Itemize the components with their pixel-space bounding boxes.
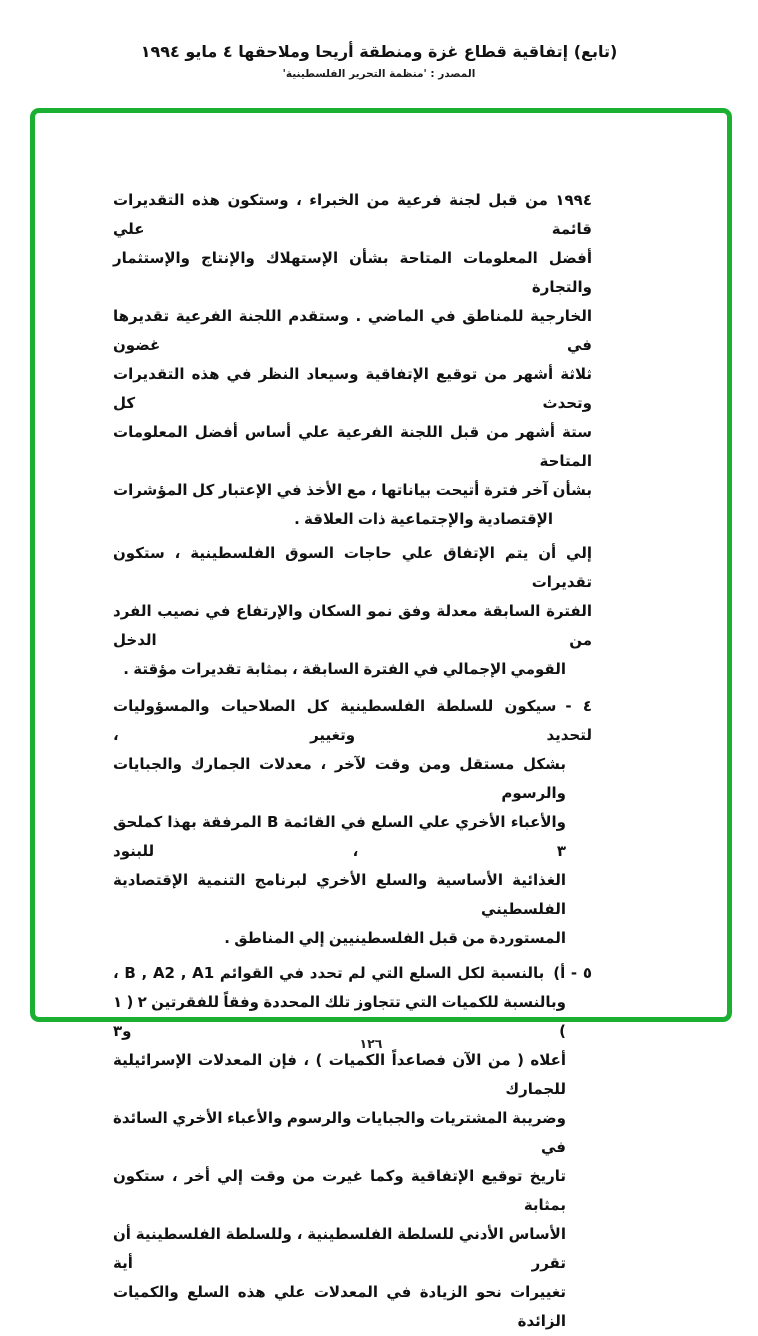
text-line: وبالنسبة للكميات التي تتجاوز تلك المحددة وفقاً للفقرتين ٢ ( ١ ) و٣	[113, 993, 566, 1040]
paragraph-estimates	[113, 186, 592, 534]
page-number: ١٢٦	[359, 1036, 383, 1051]
document-title: (تابع) إتفاقية قطاع غزة ومنطقة أريحا وملاحقها ٤ مايو ١٩٩٤	[140, 42, 618, 61]
clause-4-text: سيكون للسلطة الفلسطينية كل الصلاحيات والمسؤوليات لتحديد وتغيير ،	[113, 697, 592, 744]
text-line: إلي أن يتم الإتفاق علي حاجات السوق الفلسطينية ، ستكون تقديرات	[113, 544, 592, 591]
paragraph-interim-estimates	[113, 539, 592, 684]
text-line: وضريبة المشتريات والجبايات والرسوم والأعباء الأخري السائدة في	[113, 1109, 566, 1156]
text-line: الغذائية الأساسية والسلع الأخري لبرنامج التنمية الإقتصادية الفلسطيني	[113, 871, 566, 918]
text-line	[113, 692, 592, 750]
clause-5	[113, 959, 592, 1336]
text-line: أعلاه ( من الآن فصاعداً الكميات ) ، فإن المعدلات الإسرائيلية للجمارك	[113, 1051, 566, 1098]
text-line: الفترة السابقة معدلة وفق نمو السكان والإرتفاع في نصيب الفرد من الدخل	[113, 602, 592, 649]
text-line: تغييرات نحو الزيادة في المعدلات علي هذه السلع والكميات الزائدة	[113, 1283, 566, 1330]
text-line: تاريخ توقيع الإتفاقية وكما غيرت من وقت إلي أخر ، ستكون بمثابة	[113, 1167, 566, 1214]
clause-4	[113, 692, 592, 953]
text-line: القومي الإجمالي في الفترة السابقة ، بمثابة تقديرات مؤقتة .	[123, 660, 566, 678]
document-header	[0, 42, 758, 80]
text-line: بشأن آخر فترة أتيحت بياناتها ، مع الأخذ في الإعتبار كل المؤشرات	[113, 481, 592, 499]
text-line: ١٩٩٤ من قبل لجنة فرعية من الخبراء ، وستكون هذه التقديرات قائمة علي	[113, 191, 592, 238]
text-line: ستة أشهر من قبل اللجنة الفرعية علي أساس أفضل المعلومات المتاحة	[113, 423, 592, 470]
text-line: الخارجية للمناطق في الماضي . وستقدم اللجنة الفرعية تقديرها في غضون	[113, 307, 592, 354]
text-line: بشكل مستقل ومن وقت لآخر ، معدلات الجمارك والجبايات والرسوم	[113, 755, 566, 802]
text-line: أفضل المعلومات المتاحة بشأن الإستهلاك والإنتاج والإستثمار والتجارة	[113, 249, 592, 296]
document-body	[113, 186, 592, 1336]
text-line: المستوردة من قبل الفلسطينيين إلي المناطق .	[224, 929, 566, 947]
clause-5-number: ٥ - أ)	[553, 964, 593, 982]
text-line: الإقتصادية والإجتماعية ذات العلاقة .	[294, 510, 553, 528]
text-line	[113, 959, 592, 988]
text-line: والأعباء الأخري علي السلع في القائمة B المرفقة بهذا كملحق ٣ ، للبنود	[113, 813, 566, 860]
document-source: المصدر : 'منظمة التحرير الفلسطينية'	[282, 68, 476, 80]
clause-4-number: ٤ -	[565, 697, 592, 715]
text-line: ثلاثة أشهر من توقيع الإتفاقية وسيعاد النظر في هذه التقديرات وتحدث كل	[113, 365, 592, 412]
clause-5-text: بالنسبة لكل السلع التي لم تحدد في القوائم B , A2 , A1 ،	[113, 964, 545, 982]
text-line: الأساس الأدني للسلطة الفلسطينية ، وللسلطة الفلسطينية أن تقرر أية	[113, 1225, 566, 1272]
